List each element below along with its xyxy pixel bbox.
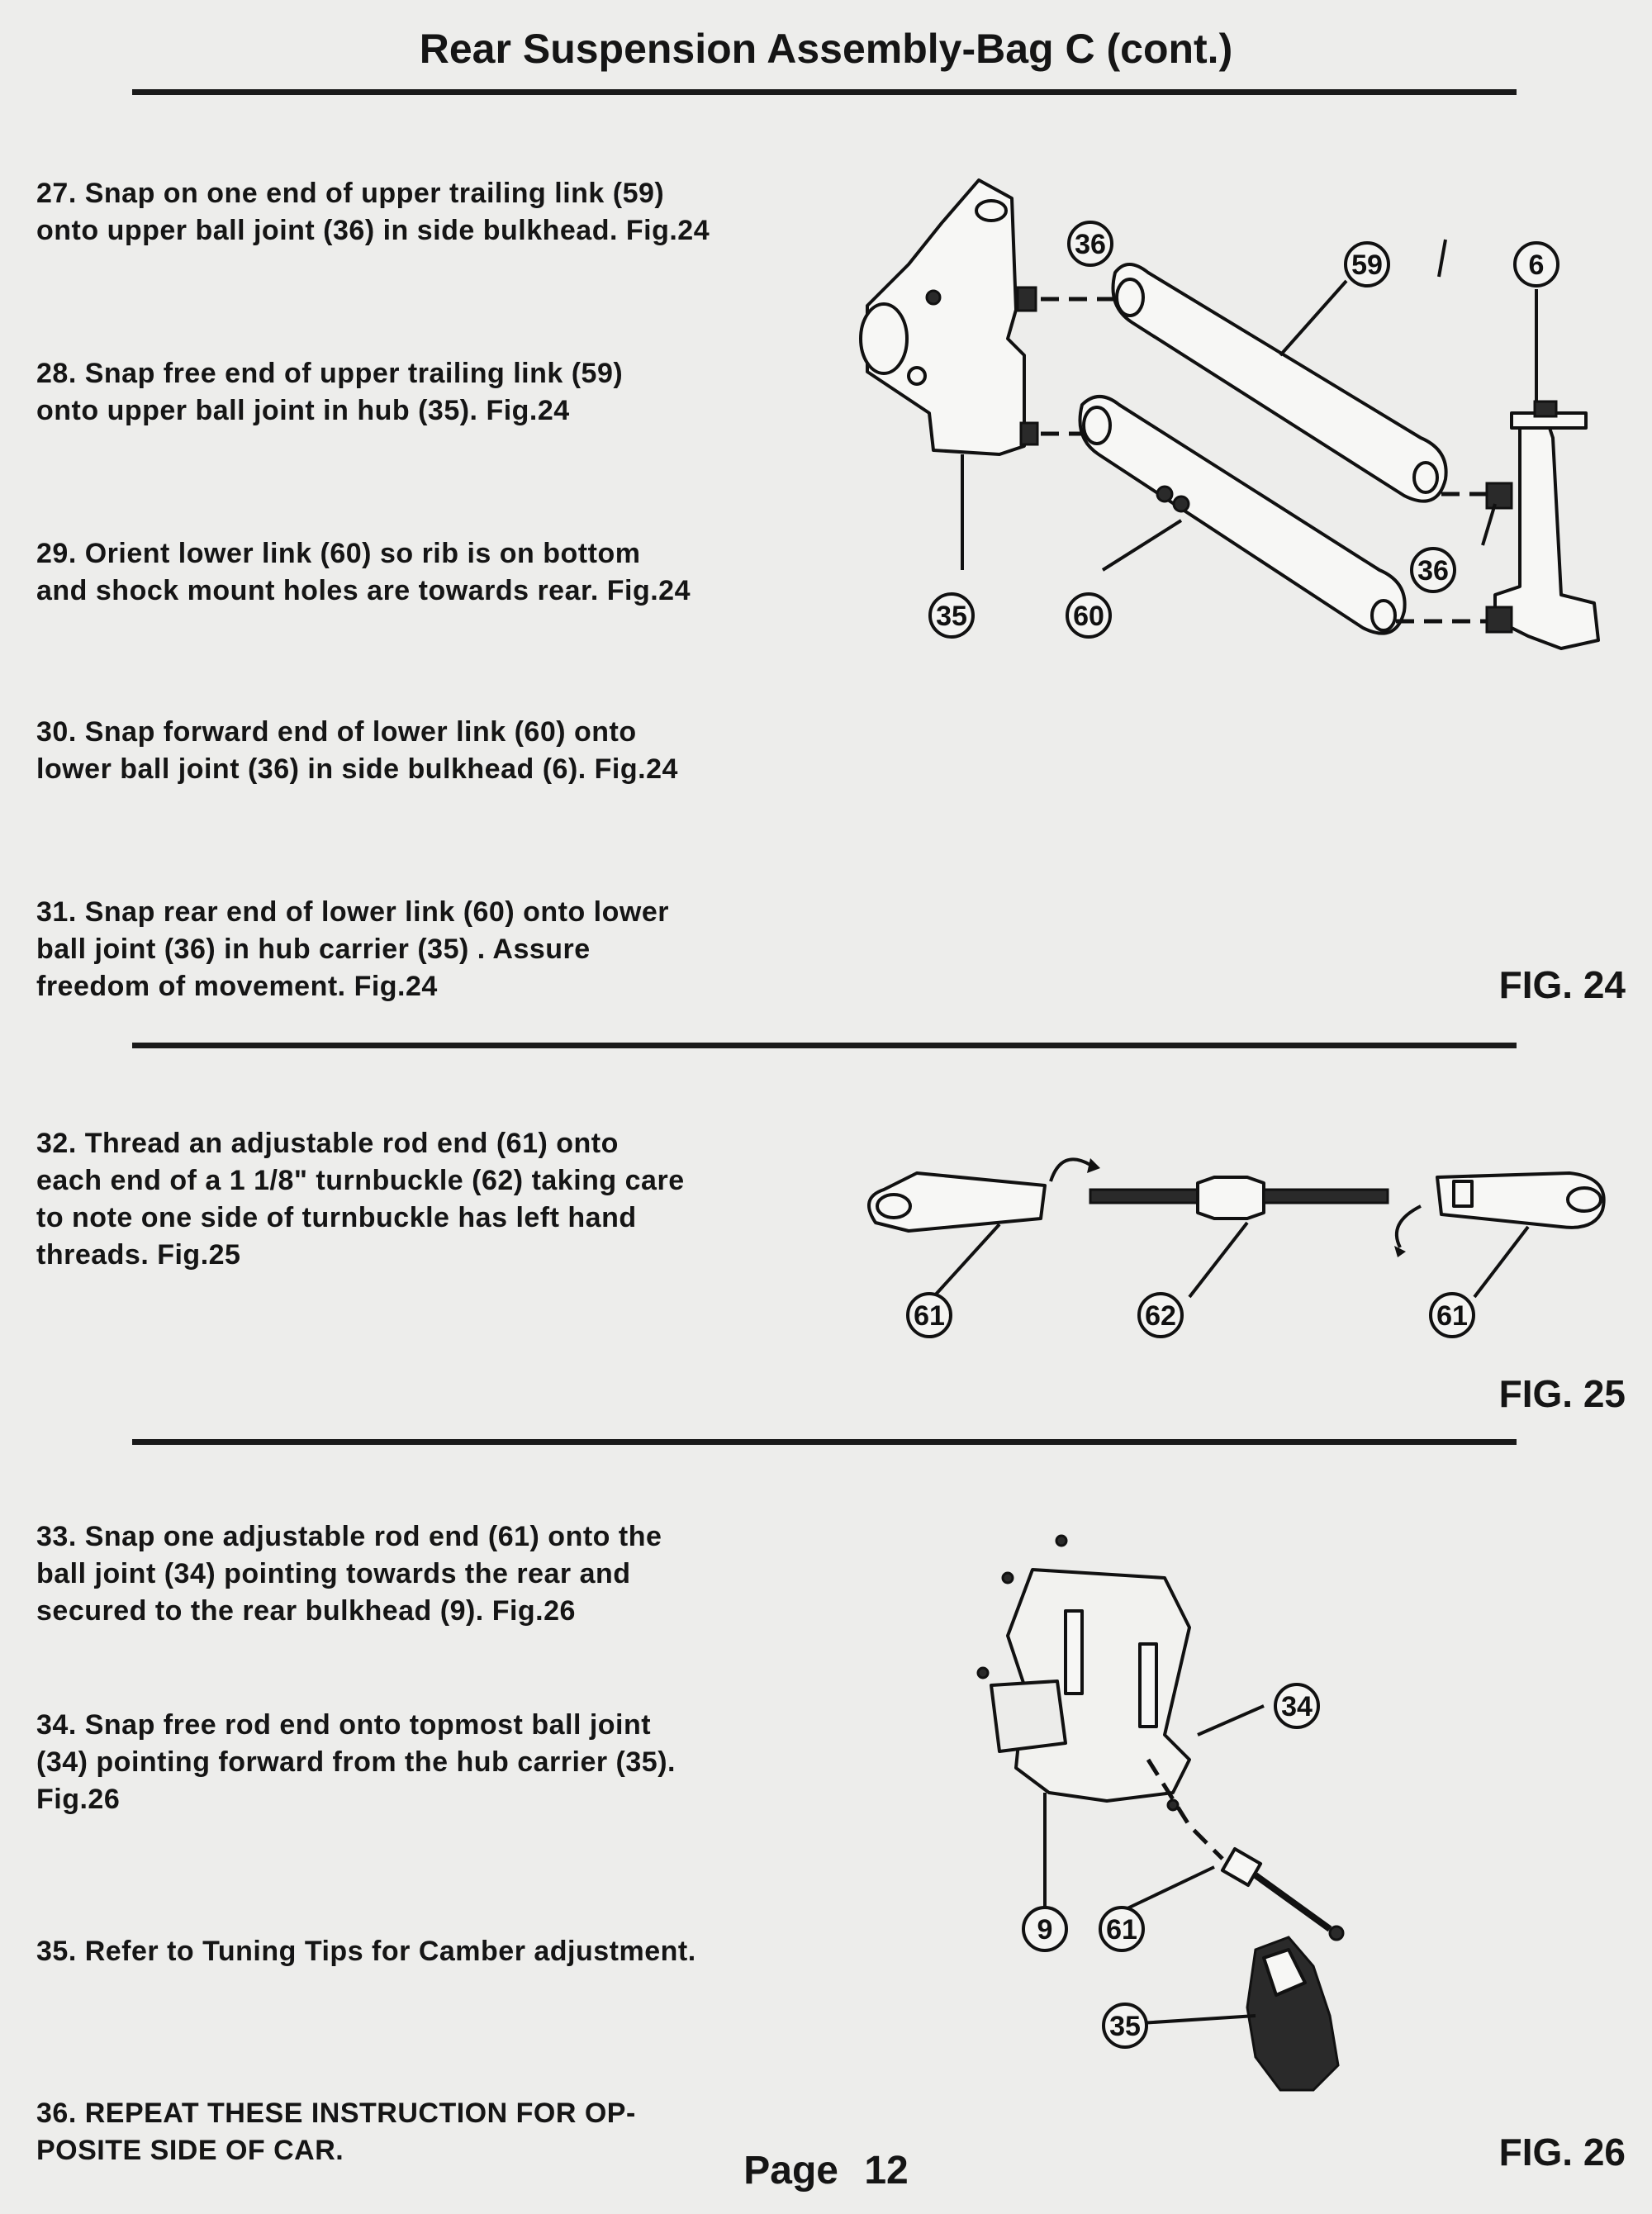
fig24-label: FIG. 24 [1498,963,1626,1006]
step-27-line-1: 27. Snap on one end of upper trailing link (59) [36,178,665,209]
step-27-line-2: onto upper ball joint (36) in side bulkhead. Fig.24 [36,215,710,246]
step-32-line-1: 32. Thread an adjustable rod end (61) onto [36,1128,619,1159]
section-rule-2 [132,1439,1517,1445]
fig26-callout-34 [1275,1684,1318,1727]
fig25-callout-61a [908,1294,951,1337]
svg-text:59: 59 [1351,249,1383,281]
step-32 [36,1125,780,1274]
step-33-line-3: secured to the rear bulkhead (9). Fig.26 [36,1595,576,1627]
section-rule-1 [132,1043,1517,1048]
svg-text:36: 36 [1075,229,1106,260]
step-30-line-1: 30. Snap forward end of lower link (60) onto [36,716,637,748]
fig26-callout-61 [1100,1908,1143,1950]
fig25-illustration [859,1132,1619,1363]
step-32-line-3: to note one side of turnbuckle has left hand [36,1202,637,1233]
turnbuckle-hex-part [1198,1177,1264,1219]
svg-text:34: 34 [1281,1691,1313,1722]
step-33 [36,1518,780,1630]
fig26-callout-9 [1023,1908,1066,1950]
fig25-label: FIG. 25 [1498,1372,1626,1415]
step-35-line-1: 35. Refer to Tuning Tips for Camber adjustment. [36,1936,696,1967]
fig25-callout-62 [1139,1294,1182,1337]
fig26-illustration [942,1520,1404,2115]
page-title: Rear Suspension Assembly-Bag C (cont.) [419,26,1233,72]
svg-text:61: 61 [1106,1914,1137,1946]
step-34-line-2: (34) pointing forward from the hub carrier (35). [36,1746,676,1778]
page-number [0,2148,1652,2193]
fig24-callout-35 [930,594,973,637]
step-29-line-2: and shock mount holes are towards rear. Fig.24 [36,575,691,606]
fig26-label: FIG. 26 [1498,2131,1626,2174]
page-number-label: Page [743,2149,838,2193]
svg-text:36: 36 [1417,555,1449,587]
step-30-line-2: lower ball joint (36) in side bulkhead (6). Fig.24 [36,753,678,785]
fig26-callout-35 [1104,2004,1146,2047]
step-27 [36,175,780,249]
step-28 [36,355,780,430]
svg-text:35: 35 [1109,2011,1141,2042]
svg-text:61: 61 [1436,1300,1468,1332]
fig24-illustration [834,165,1627,677]
fig25-callout-61b [1431,1294,1474,1337]
step-32-line-4: threads. Fig.25 [36,1239,241,1271]
step-30 [36,714,780,788]
step-31-line-2: ball joint (36) in hub carrier (35) . Assure [36,934,591,965]
step-28-line-1: 28. Snap free end of upper trailing link (59) [36,358,624,389]
step-31-line-1: 31. Snap rear end of lower link (60) onto lower [36,896,669,928]
step-34-line-1: 34. Snap free rod end onto topmost ball joint [36,1709,652,1741]
title-rule [132,89,1517,95]
step-33-line-1: 33. Snap one adjustable rod end (61) onto the [36,1521,662,1552]
step-35 [36,1933,780,1970]
step-28-line-2: onto upper ball joint in hub (35). Fig.24 [36,395,570,426]
svg-text:9: 9 [1037,1914,1053,1946]
step-32-line-2: each end of a 1 1/8" turnbuckle (62) taking care [36,1165,685,1196]
step-29-line-1: 29. Orient lower link (60) so rib is on bottom [36,538,641,569]
step-36-line-2: POSITE SIDE OF CAR. [36,2135,344,2166]
fig26-rod-end-part [1222,1849,1260,1885]
page-number-value: 12 [864,2149,909,2193]
step-36-line-1: 36. REPEAT THESE INSTRUCTION FOR OP- [36,2098,636,2129]
svg-text:61: 61 [914,1300,945,1332]
fig24-callout-6 [1515,243,1558,286]
svg-text:35: 35 [936,601,967,632]
fig24-callout-36b [1412,549,1455,592]
fig24-callout-36a [1069,222,1112,265]
svg-text:6: 6 [1528,249,1545,281]
step-33-line-2: ball joint (34) pointing towards the rear and [36,1558,631,1589]
svg-text:60: 60 [1073,601,1104,632]
fig24-callout-60 [1067,594,1110,637]
turnbuckle-thread-right-part [1264,1190,1388,1203]
svg-text:62: 62 [1145,1300,1176,1332]
step-34 [36,1707,780,1818]
step-31-line-3: freedom of movement. Fig.24 [36,971,438,1002]
turnbuckle-thread-left-part [1090,1190,1198,1203]
step-34-line-3: Fig.26 [36,1784,121,1815]
fig24-callout-59 [1346,243,1389,286]
step-31 [36,894,780,1005]
step-29 [36,535,780,610]
